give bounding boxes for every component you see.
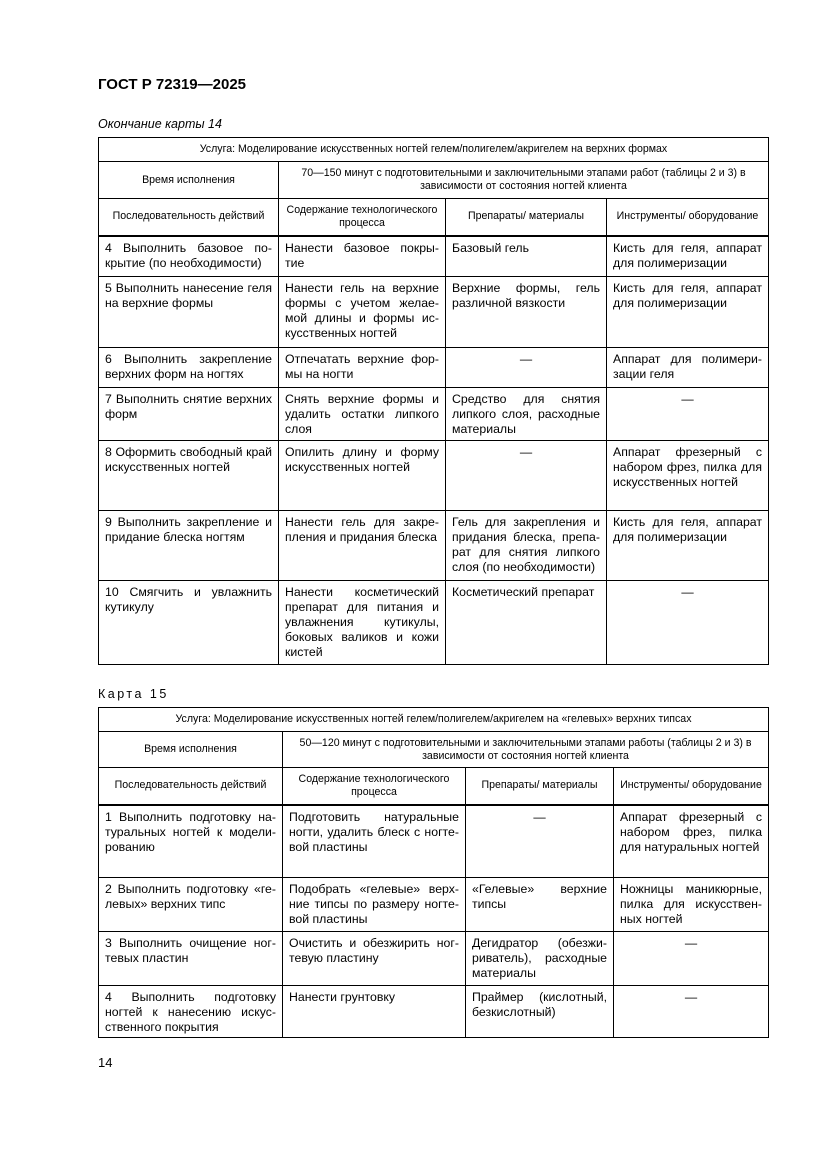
- card15-col-tools: Инструменты/ оборудование: [614, 768, 769, 805]
- card15-col-process: Содержание технологического процесса: [283, 768, 466, 805]
- process-cell: Подобрать «гелевые» верхние типсы по размеру ногтевой пластины: [283, 878, 466, 932]
- card14-service: Услуга: Моделирование искусственных ногтей гелем/полигелем/акригелем на верхних формах: [99, 138, 769, 162]
- table-row: [99, 511, 769, 581]
- tools-cell: Аппарат фрезерный с набором фрез, пилка для натуральных ногтей: [614, 805, 769, 878]
- action-cell: 1 Выполнить подготовку натуральных ногтей к моделированию: [99, 805, 283, 878]
- table-row: [99, 348, 769, 388]
- table-row: [99, 805, 769, 878]
- action-cell: 4 Выполнить базовое покрытие (по необходимости): [99, 236, 279, 277]
- materials-cell: «Гелевые» верхние типсы: [466, 878, 614, 932]
- card14-col-process: Содержание технологического процесса: [279, 199, 446, 236]
- tools-cell: Кисть для геля, аппарат для полимеризации: [607, 511, 769, 581]
- action-cell: 6 Выполнить закрепление верхних форм на ногтях: [99, 348, 279, 388]
- action-cell: 4 Выполнить подготовку ногтей к нанесению искусственного покрытия: [99, 986, 283, 1038]
- process-cell: Очистить и обезжирить ногтевую пластину: [283, 932, 466, 986]
- action-cell: 5 Выполнить нанесение геля на верхние формы: [99, 277, 279, 348]
- process-cell: Нанести гель на верхние формы с учетом желаемой длины и формы искусственных ногтей: [279, 277, 446, 348]
- action-cell: 10 Смягчить и увлажнить кутикулу: [99, 581, 279, 665]
- card15-col-actions: Последовательность действий: [99, 768, 283, 805]
- card15-time-label: Время исполнения: [99, 732, 283, 768]
- tools-cell: Аппарат фрезерный с набором фрез, пилка для искусственных ногтей: [607, 441, 769, 511]
- card15-service: Услуга: Моделирование искусственных ногтей гелем/полигелем/акригелем на «гелевых» верхних типсах: [99, 708, 769, 732]
- tools-cell: —: [614, 932, 769, 986]
- materials-cell: Косметический препарат: [446, 581, 607, 665]
- process-cell: Нанести грунтовку: [283, 986, 466, 1038]
- process-cell: Снять верхние формы и удалить остатки липкого слоя: [279, 388, 446, 441]
- document-code: ГОСТ Р 72319—2025: [98, 76, 247, 93]
- materials-cell: Дегидратор (обезжириватель), расходные материалы: [466, 932, 614, 986]
- action-cell: 2 Выполнить подготовку «гелевых» верхних типс: [99, 878, 283, 932]
- card14-time-label: Время исполнения: [99, 162, 279, 199]
- card14-col-tools: Инструменты/ оборудование: [607, 199, 769, 236]
- table-row: [99, 986, 769, 1038]
- action-cell: 9 Выполнить закрепление и придание блеска ногтям: [99, 511, 279, 581]
- materials-cell: —: [446, 348, 607, 388]
- page-number: 14: [98, 1055, 113, 1070]
- card14-table: [98, 137, 769, 665]
- action-cell: 7 Выполнить снятие верхних форм: [99, 388, 279, 441]
- table-row: [99, 236, 769, 277]
- process-cell: Подготовить натуральные ногти, удалить блеск с ногтевой пластины: [283, 805, 466, 878]
- tools-cell: —: [614, 986, 769, 1038]
- action-cell: 3 Выполнить очищение ногтевых пластин: [99, 932, 283, 986]
- materials-cell: —: [446, 441, 607, 511]
- card15-time-value: 50—120 минут с подготовительными и заключительными этапами работы (таблицы 2 и 3) в зависимости от состояния ногтей клиента: [283, 732, 769, 768]
- table-row: [99, 878, 769, 932]
- tools-cell: Кисть для геля, аппарат для полимеризации: [607, 236, 769, 277]
- tools-cell: —: [607, 388, 769, 441]
- tools-cell: Ножницы маникюрные, пилка для искусственных ногтей: [614, 878, 769, 932]
- card15-table: [98, 707, 769, 1038]
- materials-cell: Средство для снятия липкого слоя, расходные материалы: [446, 388, 607, 441]
- card15-caption: Карта 15: [98, 687, 169, 701]
- process-cell: Нанести косметический препарат для питания и увлажнения кутикулы, боковых валиков и кожи кистей: [279, 581, 446, 665]
- table-row: [99, 932, 769, 986]
- process-cell: Отпечатать верхние формы на ногти: [279, 348, 446, 388]
- action-cell: 8 Оформить свободный край искусственных ногтей: [99, 441, 279, 511]
- table-row: [99, 581, 769, 665]
- materials-cell: Верхние формы, гель различной вязкости: [446, 277, 607, 348]
- tools-cell: Кисть для геля, аппарат для полимеризации: [607, 277, 769, 348]
- tools-cell: —: [607, 581, 769, 665]
- table-row: [99, 388, 769, 441]
- materials-cell: Гель для закрепления и придания блеска, препарат для снятия липкого слоя (по необходимости): [446, 511, 607, 581]
- table-row: [99, 277, 769, 348]
- process-cell: Нанести базовое покрытие: [279, 236, 446, 277]
- card14-col-materials: Препараты/ материалы: [446, 199, 607, 236]
- materials-cell: Праймер (кислотный, безкислотный): [466, 986, 614, 1038]
- card14-time-value: 70—150 минут с подготовительными и заключительными этапами работ (таблицы 2 и 3) в зависимости от состояния ногтей клиента: [279, 162, 769, 199]
- materials-cell: —: [466, 805, 614, 878]
- tools-cell: Аппарат для полимеризации геля: [607, 348, 769, 388]
- card14-col-actions: Последовательность действий: [99, 199, 279, 236]
- card14-caption: Окончание карты 14: [98, 117, 222, 131]
- card15-col-materials: Препараты/ материалы: [466, 768, 614, 805]
- table-row: [99, 441, 769, 511]
- process-cell: Опилить длину и форму искусственных ногтей: [279, 441, 446, 511]
- process-cell: Нанести гель для закрепления и придания блеска: [279, 511, 446, 581]
- materials-cell: Базовый гель: [446, 236, 607, 277]
